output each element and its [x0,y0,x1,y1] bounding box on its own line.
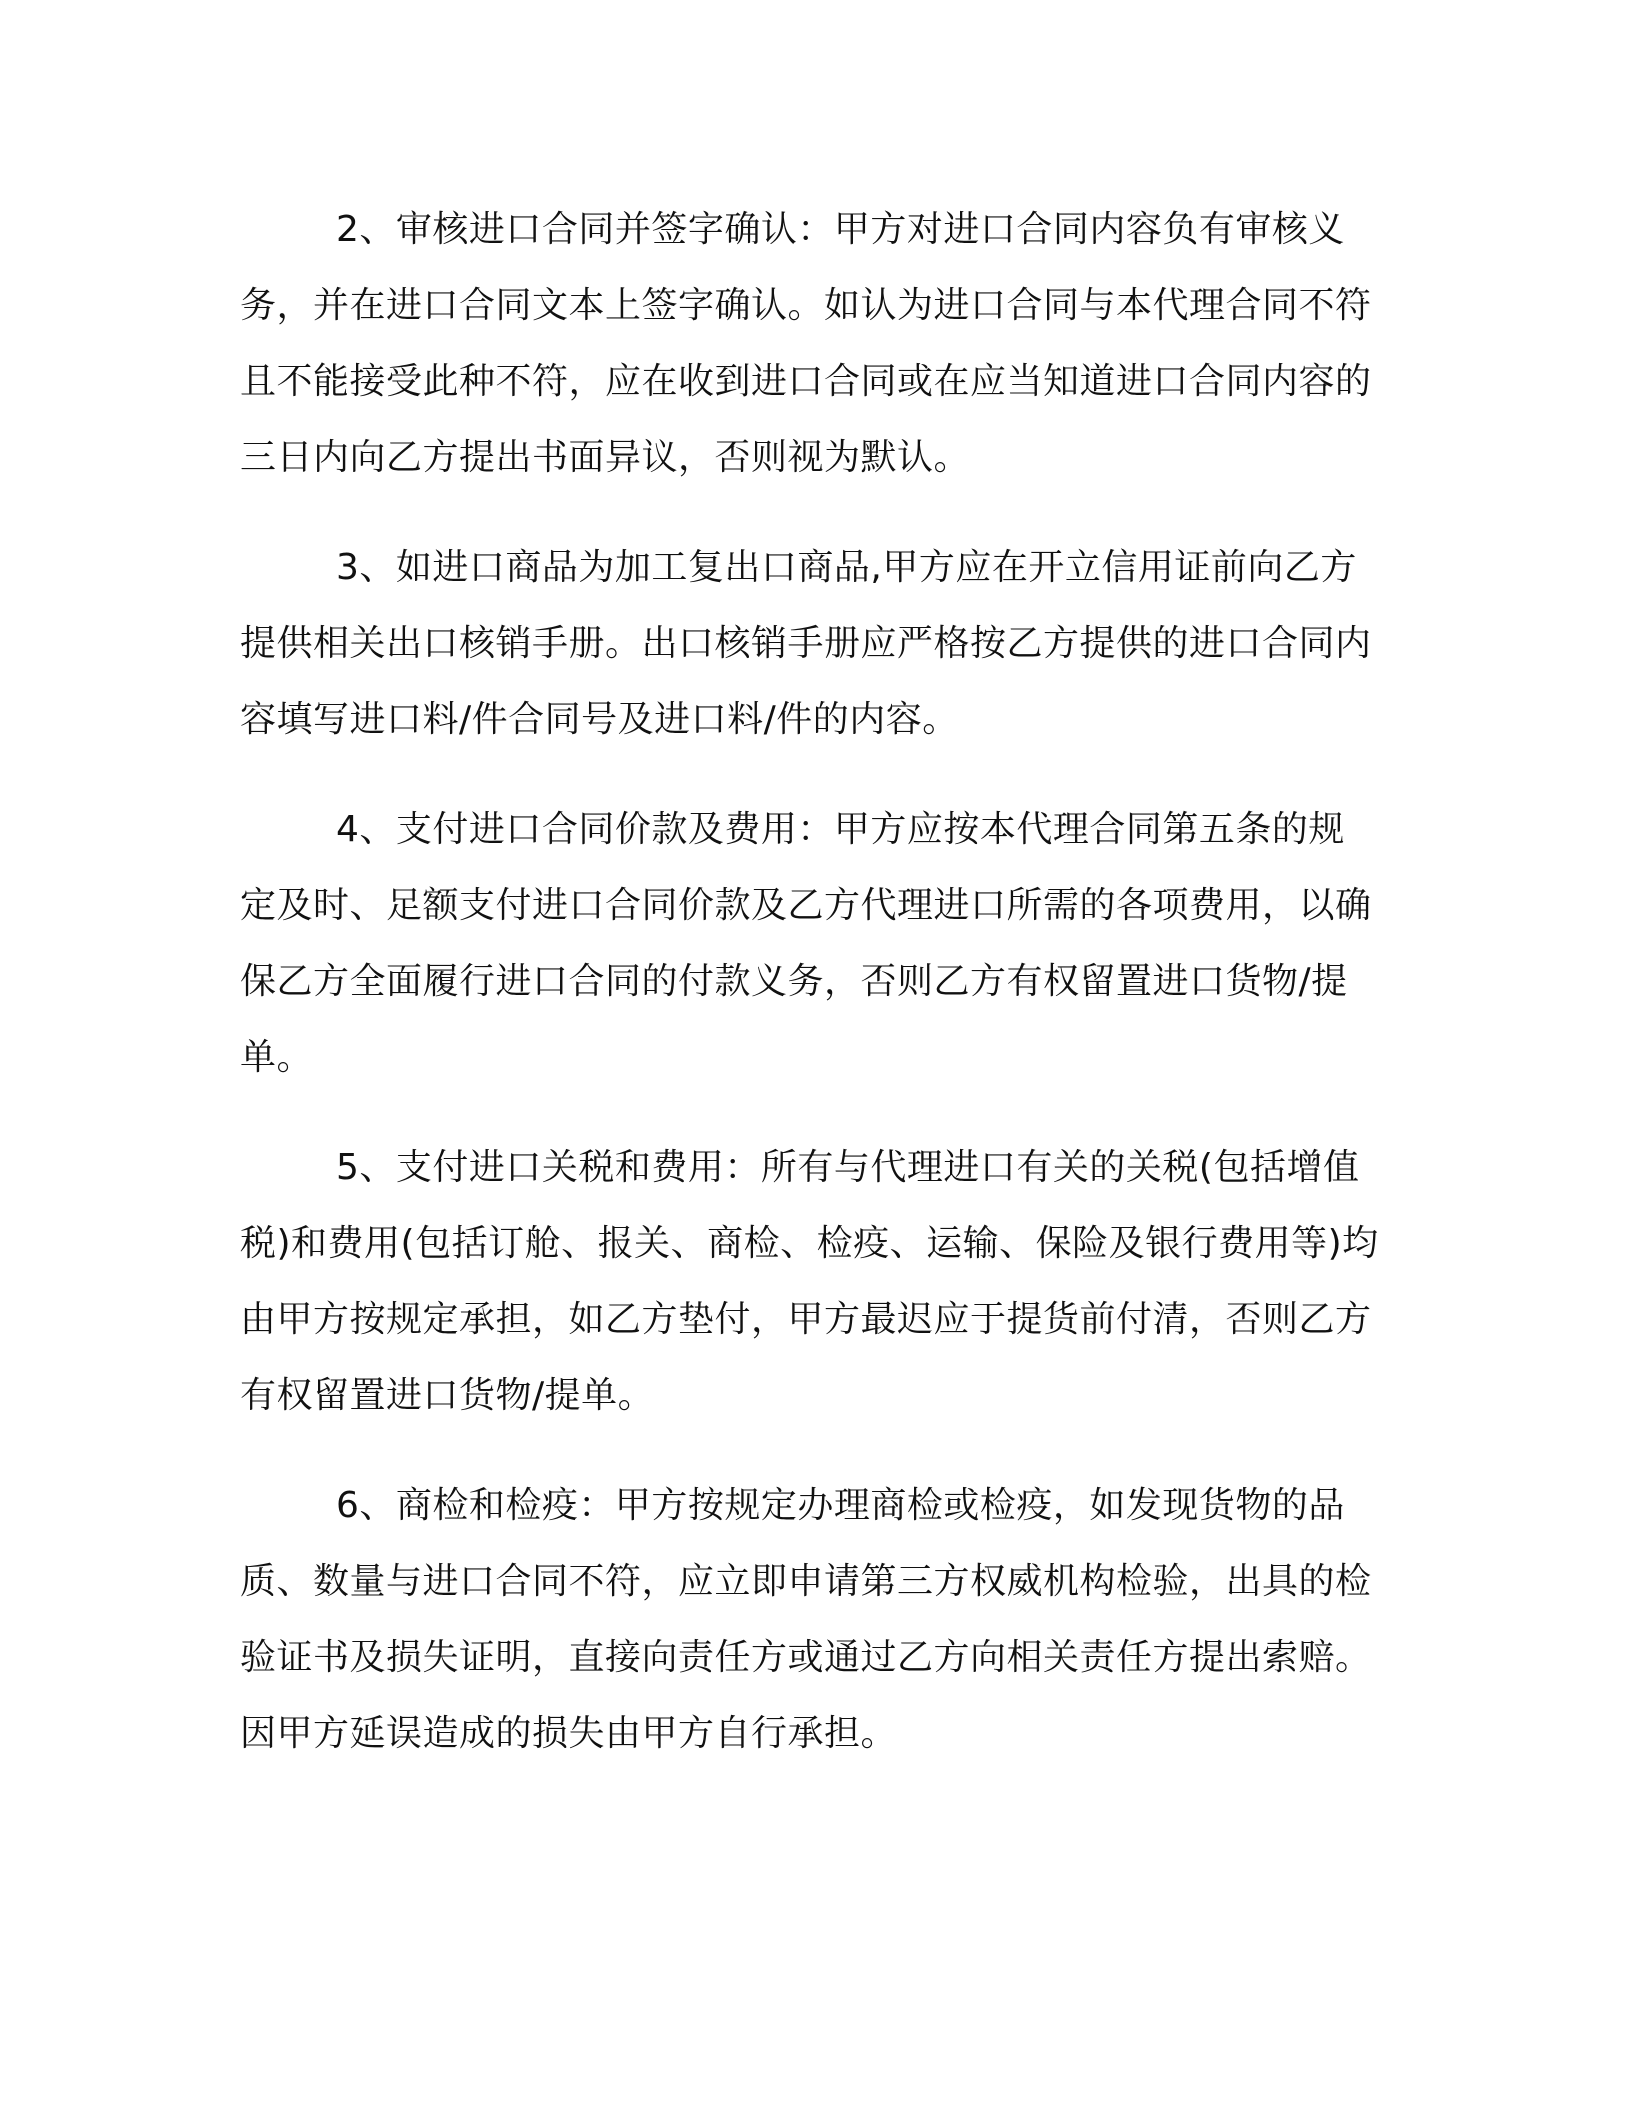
clause-4-payment-of-contract-price: 4、支付进口合同价款及费用：甲方应按本代理合同第五条的规定及时、足额支付进口合同价款及乙方代理进口所需的各项费用，以确保乙方全面履行进口合同的付款义务，否则乙方有权留置进口货物/提单。 [240,809,1372,1078]
clause-3-processing-trade-handbook: 3、如进口商品为加工复出口商品,甲方应在开立信用证前向乙方提供相关出口核销手册。出口核销手册应严格按乙方提供的进口合同内容填写进口料/件合同号及进口料/件的内容。 [240,547,1372,740]
clause-2-review-contract: 2、审核进口合同并签字确认：甲方对进口合同内容负有审核义务，并在进口合同文本上签字确认。如认为进口合同与本代理合同不符且不能接受此种不符，应在收到进口合同或在应当知道进口合同内容的三日内向乙方提出书面异议，否则视为默认。 [240,209,1372,478]
clause-5-customs-duties-and-fees: 5、支付进口关税和费用：所有与代理进口有关的关税(包括增值税)和费用(包括订舱、报关、商检、检疫、运输、保险及银行费用等)均由甲方按规定承担，如乙方垫付，甲方最迟应于提货前付清，否则乙方有权留置进口货物/提单。 [240,1147,1379,1416]
document-body [240,192,1380,1772]
clause-6-inspection-and-quarantine: 6、商检和检疫：甲方按规定办理商检或检疫，如发现货物的品质、数量与进口合同不符，应立即申请第三方权威机构检验，出具的检验证书及损失证明，直接向责任方或通过乙方向相关责任方提出索赔。因甲方延误造成的损失由甲方自行承担。 [240,1485,1372,1754]
